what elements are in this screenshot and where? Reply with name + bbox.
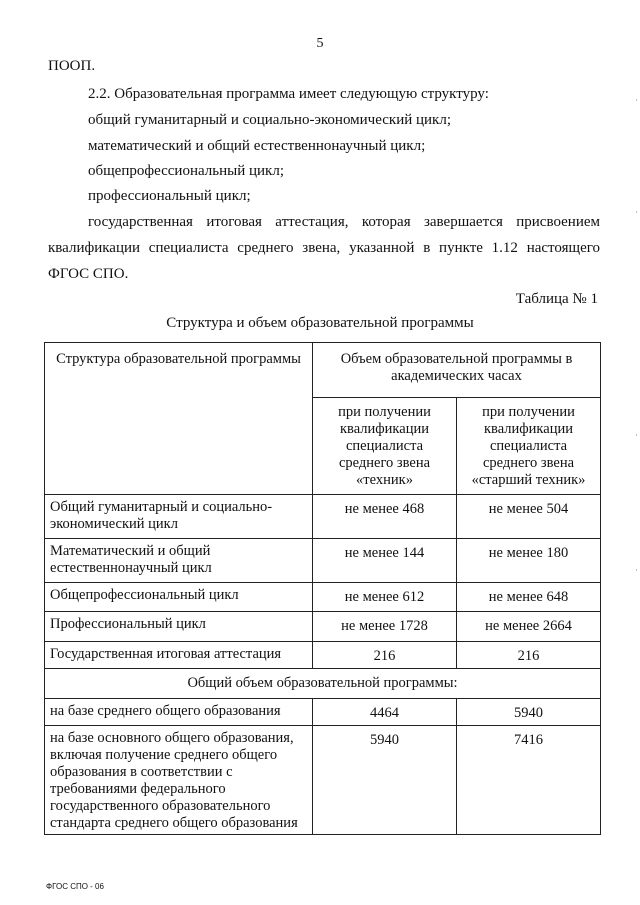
row-name: Общепрофессиональный цикл [45, 583, 313, 612]
row-value-senior: 5940 [457, 699, 601, 726]
row-name: Профессиональный цикл [45, 612, 313, 642]
table-header-row [45, 343, 601, 398]
intro-line-structure: 2.2. Образовательная программа имеет следующую структуру: [88, 86, 489, 102]
header-technician: при получении квалификации специалиста среднего звена «техник» [313, 398, 457, 495]
table-row [45, 699, 601, 726]
list-item: общепрофессиональный цикл; [88, 163, 284, 179]
row-name: на базе основного общего образования, включая получение среднего общего образования в соответствии с требованиями федерального государственного образовательного стандарта среднего общего образования [45, 726, 313, 835]
scan-edge-mark: · [635, 430, 638, 440]
table-total-row [45, 669, 601, 699]
row-value-senior: не менее 648 [457, 583, 601, 612]
table-row [45, 495, 601, 539]
scan-edge-mark: · [635, 95, 638, 105]
footer-code: ФГОС СПО - 06 [46, 882, 104, 891]
row-value-senior: 216 [457, 642, 601, 669]
row-name: Государственная итоговая аттестация [45, 642, 313, 669]
row-value-technician: 4464 [313, 699, 457, 726]
row-value-senior: не менее 504 [457, 495, 601, 539]
row-value-technician: 216 [313, 642, 457, 669]
row-value-technician: не менее 1728 [313, 612, 457, 642]
scan-edge-mark: · [635, 207, 638, 217]
row-name: Математический и общий естественнонаучный цикл [45, 539, 313, 583]
paragraph-line: ФГОС СПО. [48, 266, 129, 282]
intro-line-poop: ПООП. [48, 58, 96, 74]
header-senior-technician: при получении квалификации специалиста среднего звена «старший техник» [457, 398, 601, 495]
structure-table [44, 342, 601, 835]
row-value-senior: не менее 2664 [457, 612, 601, 642]
table-number: Таблица № 1 [515, 291, 598, 307]
paragraph-line: квалификации специалиста среднего звена, указанной в пункте 1.12 настоящего [48, 240, 600, 256]
header-structure: Структура образовательной программы [45, 343, 313, 495]
table-row [45, 539, 601, 583]
table-row [45, 583, 601, 612]
row-value-technician: не менее 468 [313, 495, 457, 539]
table-row [45, 726, 601, 835]
table-row [45, 612, 601, 642]
scan-edge-mark: · [635, 565, 638, 575]
header-volume: Объем образовательной программы в академических часах [313, 343, 601, 398]
list-item: математический и общий естественнонаучный цикл; [88, 138, 426, 154]
list-item: профессиональный цикл; [88, 188, 251, 204]
row-name: на базе среднего общего образования [45, 699, 313, 726]
list-item: общий гуманитарный и социально-экономический цикл; [88, 112, 451, 128]
row-value-technician: 5940 [313, 726, 457, 835]
row-name: Общий гуманитарный и социально-экономический цикл [45, 495, 313, 539]
page-number: 5 [316, 36, 324, 51]
table-title: Структура и объем образовательной программы [166, 315, 474, 331]
row-value-technician: не менее 612 [313, 583, 457, 612]
row-value-technician: не менее 144 [313, 539, 457, 583]
row-value-senior: 7416 [457, 726, 601, 835]
row-value-senior: не менее 180 [457, 539, 601, 583]
total-label: Общий объем образовательной программы: [45, 669, 601, 699]
table-row [45, 642, 601, 669]
paragraph-line: государственная итоговая аттестация, которая завершается присвоением [88, 214, 600, 230]
